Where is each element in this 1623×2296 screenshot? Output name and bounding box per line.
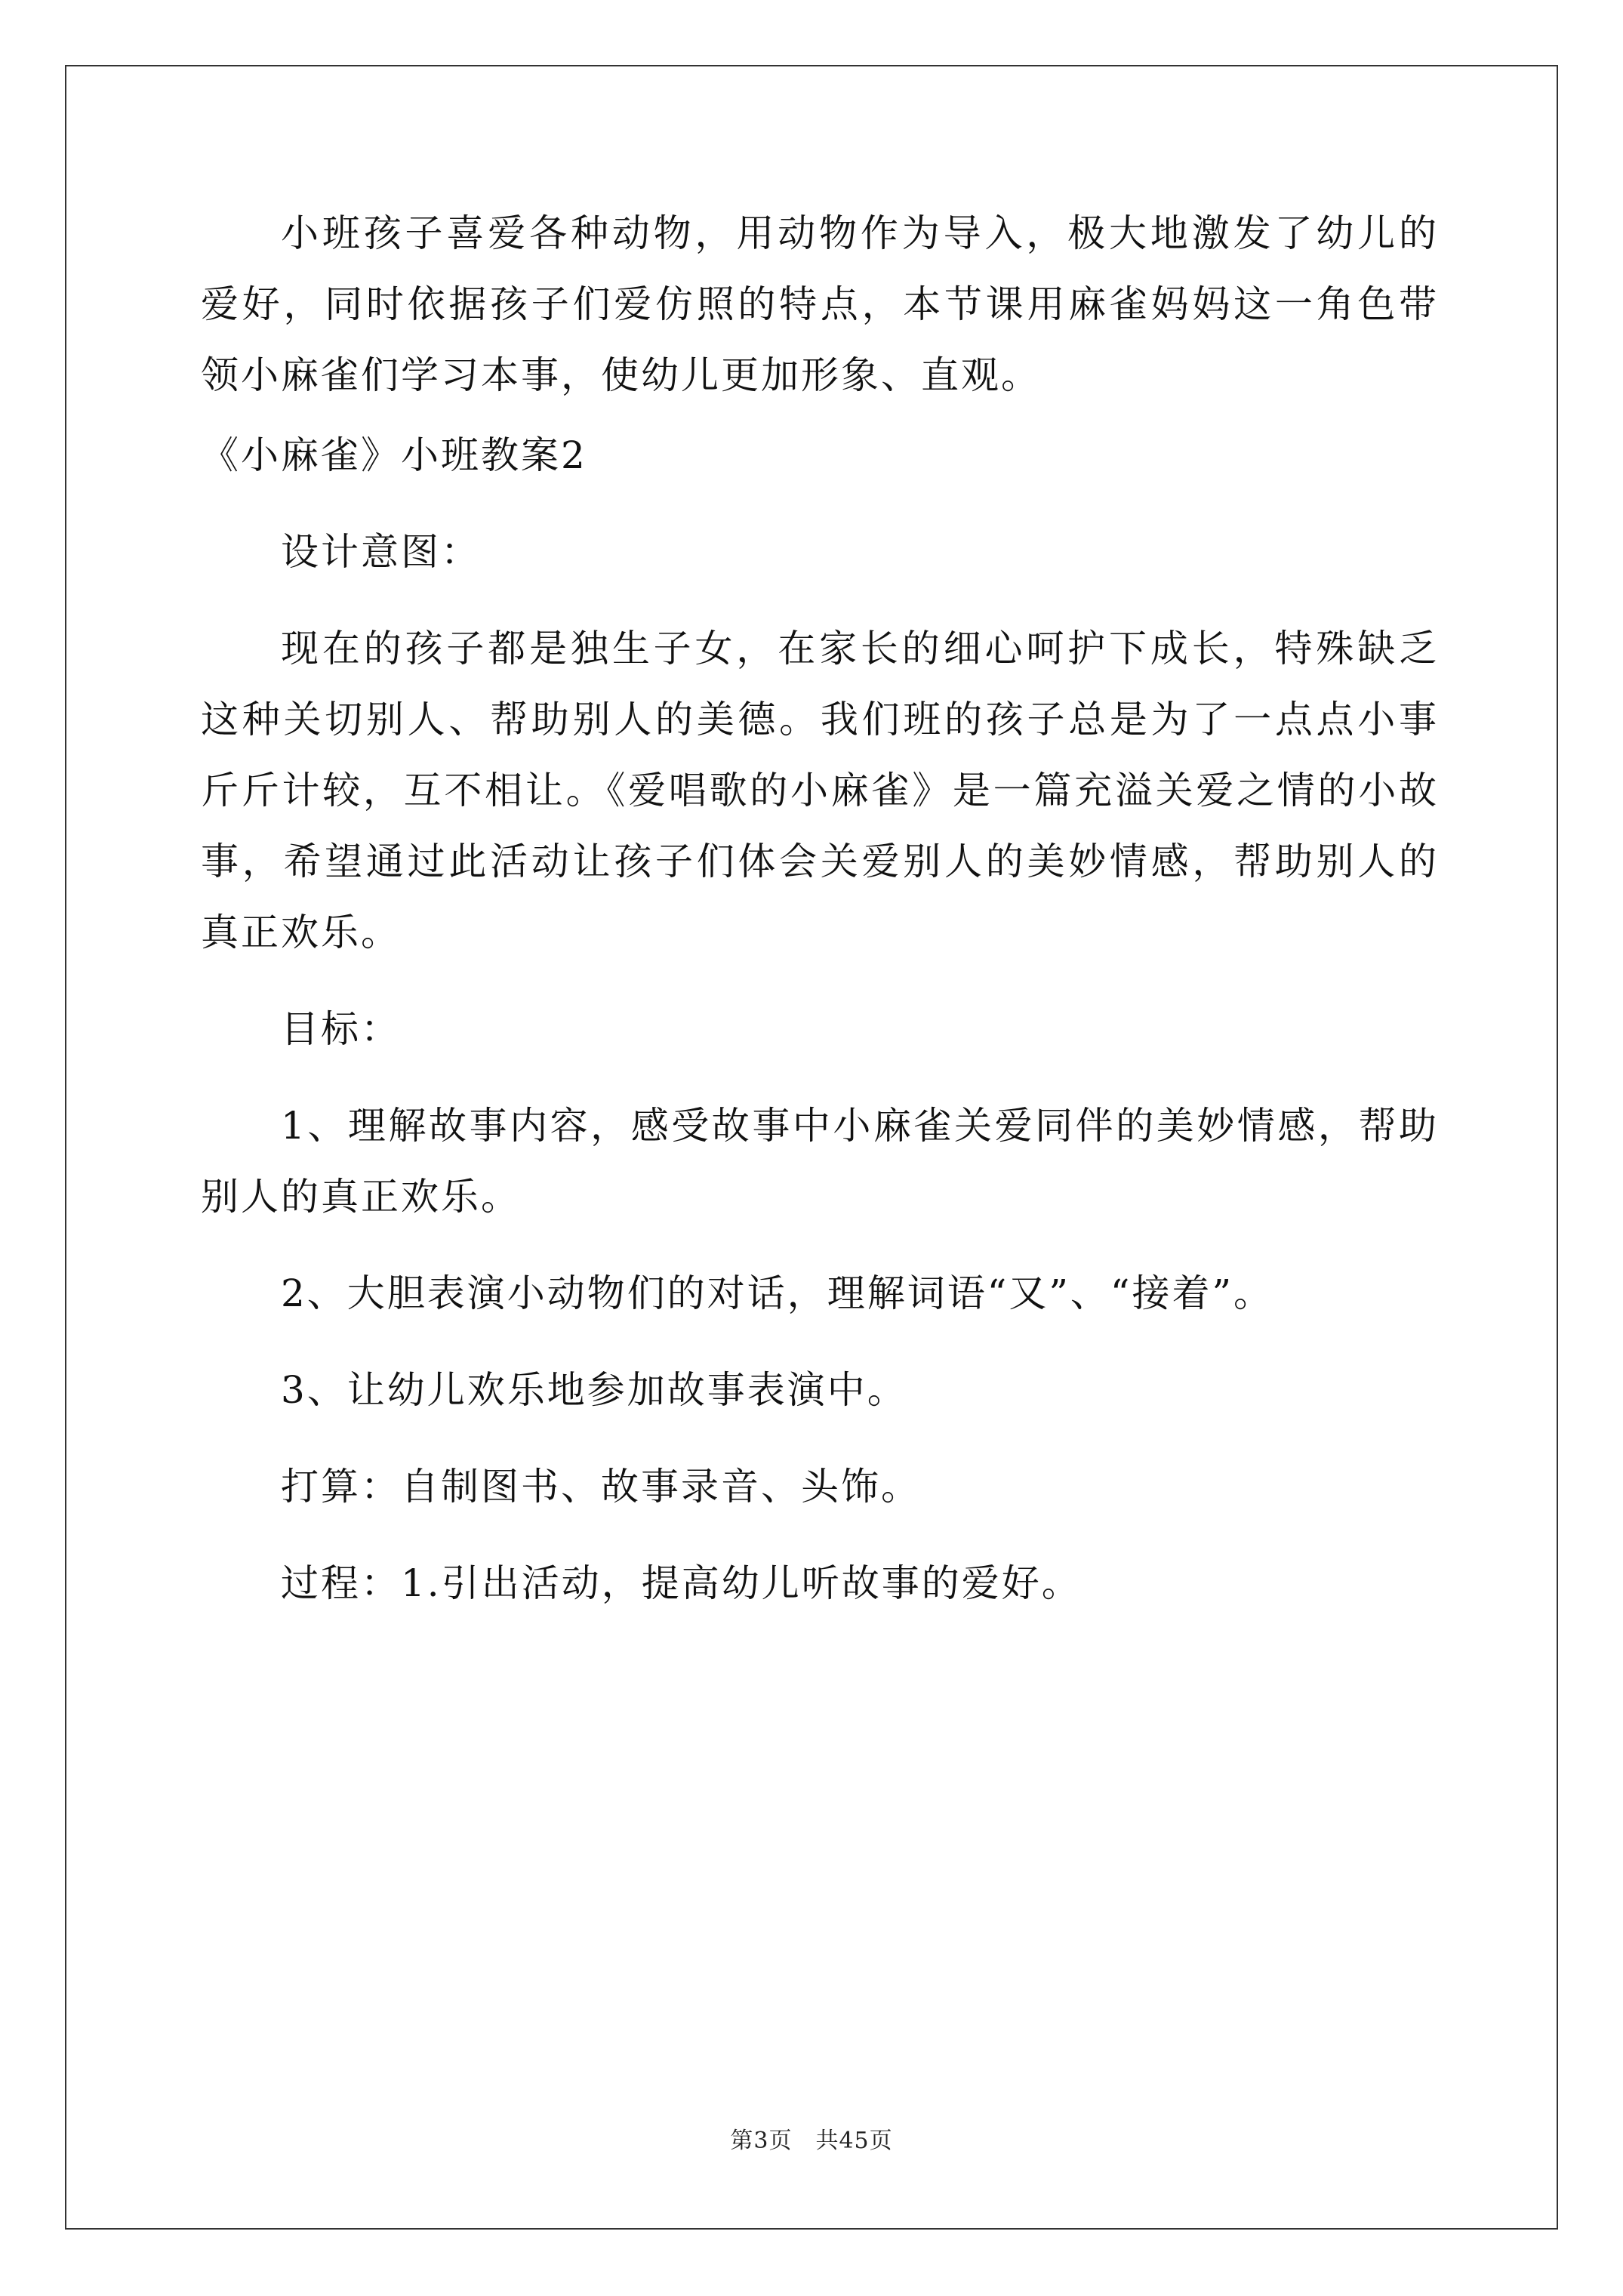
paragraph-design-intent: 现在的孩子都是独生子女，在家长的细心呵护下成长，特殊缺乏这种关切别人、帮助别人的美德。我们班的孩子总是为了一点点小事斤斤计较，互不相让。《爱唱歌的小麻雀》是一篇充溢关爱之情的小故事，希望通过此活动让孩子们体会关爱别人的美妙情感，帮助别人的真正欢乐。 — [201, 627, 1439, 954]
paragraph-goal-1: 1、理解故事内容，感受故事中小麻雀关爱同伴的美妙情感，帮助别人的真正欢乐。 — [201, 1104, 1439, 1219]
section-heading: 《小麻雀》小班教案2 — [201, 433, 587, 477]
paragraph-goal-3: 3、让幼儿欢乐地参加故事表演中。 — [281, 1368, 907, 1412]
paragraph-intro: 小班孩子喜爱各种动物，用动物作为导入，极大地激发了幼儿的爱好，同时依据孩子们爱仿照的特点，本节课用麻雀妈妈这一角色带领小麻雀们学习本事，使幼儿更加形象、直观。 — [201, 211, 1439, 397]
paragraph-process: 过程：1.引出活动，提高幼儿听故事的爱好。 — [281, 1561, 1082, 1605]
paragraph-preparation: 打算：自制图书、故事录音、头饰。 — [281, 1465, 921, 1509]
paragraph-goals-label: 目标： — [281, 1007, 401, 1051]
paragraph-design-intent-label: 设计意图： — [281, 530, 481, 574]
page-number: 第3页 共45页 — [730, 2128, 893, 2154]
paragraph-goal-2: 2、大胆表演小动物们的对话，理解词语“又”、“接着”。 — [281, 1271, 1274, 1315]
document-body — [201, 198, 1439, 1619]
